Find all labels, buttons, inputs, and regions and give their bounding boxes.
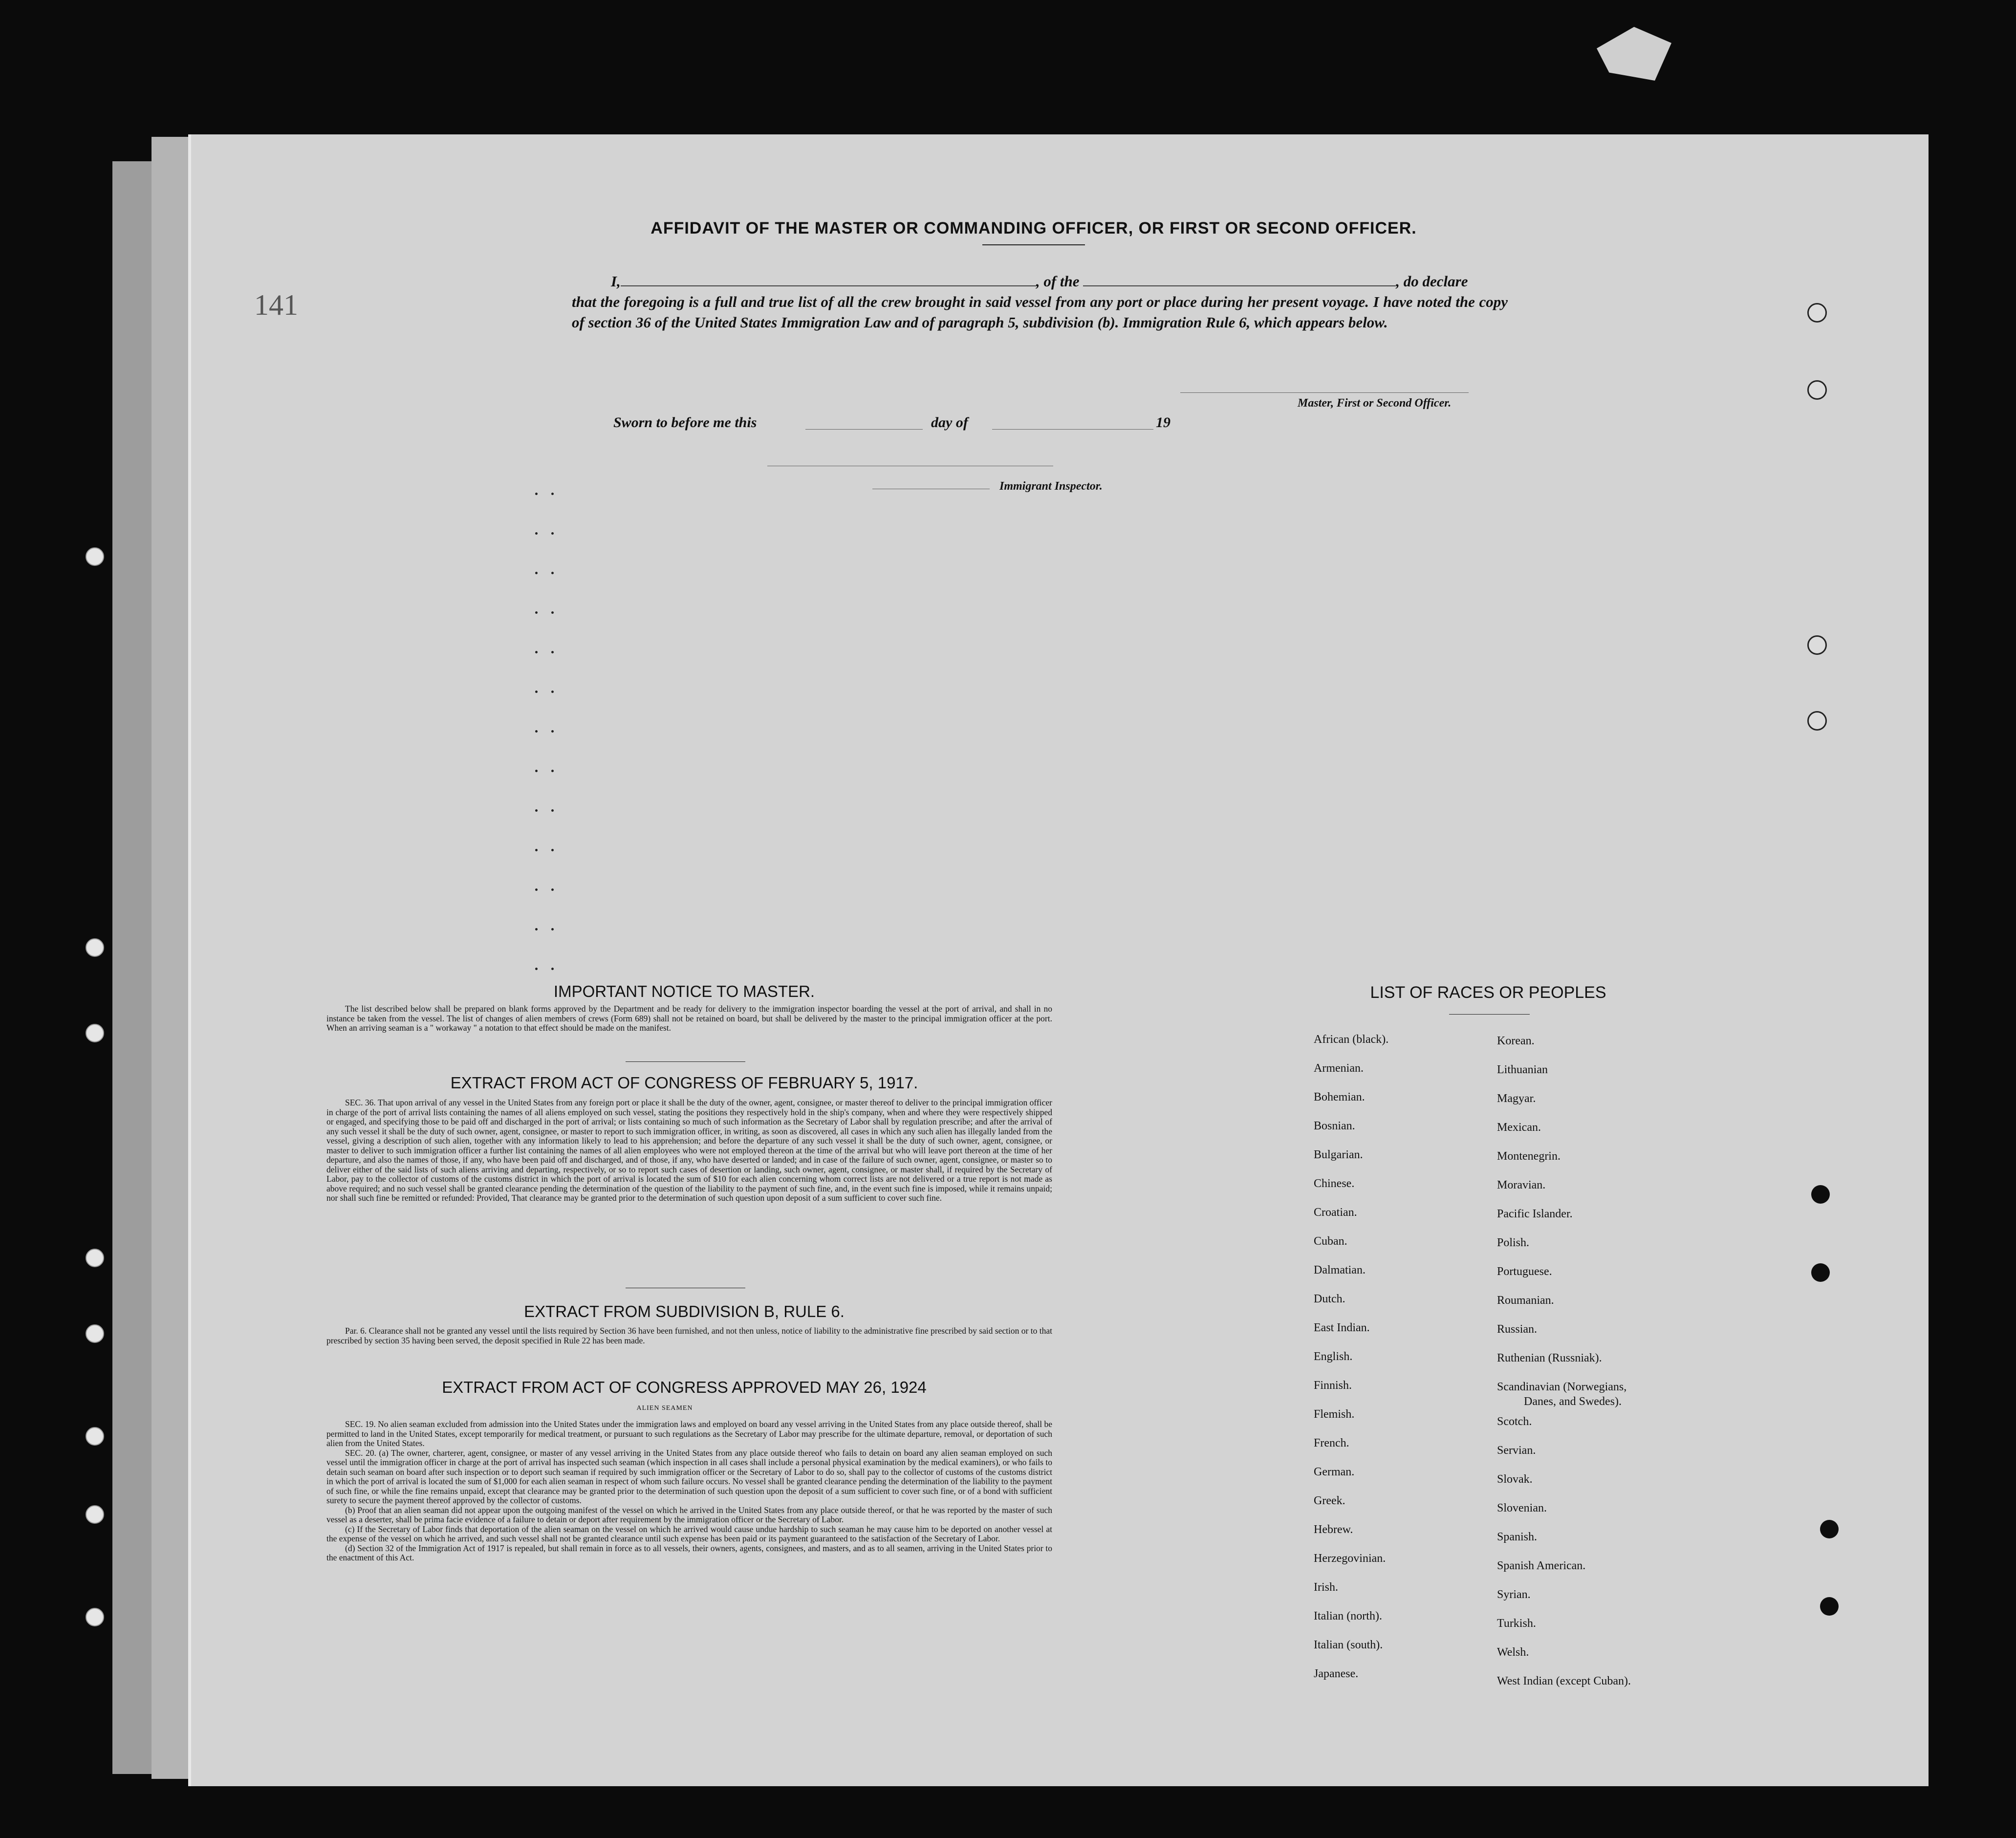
race-item: Dutch. <box>1314 1293 1345 1305</box>
extract-1917-heading: EXTRACT FROM ACT OF CONGRESS OF FEBRUARY 5, 1917. <box>450 1074 918 1092</box>
extract-1924-text <box>326 1420 1052 1563</box>
affidavit-text <box>572 271 1508 333</box>
race-item: Italian (south). <box>1314 1639 1383 1651</box>
affidavit-title: AFFIDAVIT OF THE MASTER OR COMMANDING OFFICER, OR FIRST OR SECOND OFFICER. <box>650 219 1417 238</box>
dot-mark <box>551 770 554 772</box>
race-item: Irish. <box>1314 1581 1338 1594</box>
dot-mark <box>535 730 538 733</box>
extract-1917-paragraph: SEC. 36. That upon arrival of any vessel in the United States from any foreign port or place it shall be the duty of the owner, agent, consignee, or master thereof to deliver to the principal immigration officer in charge of the port of arrival lists containing the names of all aliens employed on such vessel, stating the positions they respectively hold in the ship's company, when and where they were respectively shipped or engaged, and specifying those to be paid off and discharged in the port of arrival; or lists containing so much of such information as the Secretary of Labor shall by regulation prescribe; and after the arrival of any such vessel it shall be the duty of such owner, agent, consignee, or master to report to such immigration officer, in writing, as soon as discovered, all cases in which any such alien has illegally landed from the vessel, giving a description of such alien, together with any information likely to lead to his apprehension; and before the departure of any such vessel it shall be the duty of such owner, agent, consignee, or master to deliver to such immigration officer a further list containing the names of all alien employees who were not employed thereon at the time of the arrival but who will leave port thereon at the time of her departure, and also the names of those, if any, who have been paid off and discharged, and of those, if any, who have deserted or landed; and in case of the failure of such owner, agent, consignee, or master so to deliver either of the said lists of such aliens arriving and departing, respectively, or so to report such cases of desertion or landing, such owner, agent, consignee, or master shall, if required by the Secretary of Labor, pay to the collector of customs of the customs district in which the port of arrival is located the sum of $10 for each alien concerning whom correct lists are not delivered or a true report is not made as above required; and no such vessel shall be granted clearance pending the determination of the question of the liability to the payment of such fine, and, in the event such fine is imposed, while it remains unpaid; nor shall such fine be remitted or refunded: Provided, That clearance may be granted prior to the determination of such question upon deposit of a sum sufficient to cover such fine. <box>326 1098 1052 1203</box>
binder-hole <box>1807 711 1827 731</box>
race-item: Flemish. <box>1314 1408 1355 1421</box>
race-item: Servian. <box>1497 1444 1536 1457</box>
year-text: 19 <box>1156 414 1171 431</box>
race-item: Dalmatian. <box>1314 1264 1366 1276</box>
race-item: Spanish. <box>1497 1531 1538 1543</box>
dot-mark <box>551 572 554 574</box>
extract-1917-text <box>326 1098 1052 1203</box>
dot-mark <box>535 770 538 772</box>
race-item: Lithuanian <box>1497 1063 1548 1076</box>
dot-mark <box>551 968 554 970</box>
race-item: Spanish American. <box>1497 1559 1586 1572</box>
binder-hole <box>1820 1597 1839 1616</box>
race-item: Bosnian. <box>1314 1120 1355 1132</box>
race-item: Bohemian. <box>1314 1091 1365 1103</box>
race-item: Scotch. <box>1497 1415 1532 1428</box>
race-item: Magyar. <box>1497 1092 1536 1105</box>
race-item: Polish. <box>1497 1236 1530 1249</box>
signature-label: Master, First or Second Officer. <box>1298 397 1452 410</box>
dot-mark <box>535 651 538 653</box>
vessel-field[interactable] <box>1083 275 1396 286</box>
race-item: French. <box>1314 1437 1349 1449</box>
race-item: Armenian. <box>1314 1062 1364 1075</box>
binder-hole <box>86 1505 104 1524</box>
race-item: Slovak. <box>1497 1473 1533 1486</box>
binder-hole <box>86 1324 104 1343</box>
affidavit-of-the: , of the <box>1036 273 1080 290</box>
dot-mark <box>551 809 554 812</box>
race-item: Russian. <box>1497 1323 1538 1336</box>
dot-mark <box>535 611 538 614</box>
dot-mark <box>535 572 538 574</box>
month-field[interactable] <box>992 429 1153 430</box>
race-item: West Indian (except Cuban). <box>1497 1675 1631 1687</box>
binder-hole <box>1811 1263 1830 1282</box>
dot-mark <box>551 651 554 653</box>
sec20b-paragraph: (b) Proof that an alien seaman did not appear upon the outgoing manifest of the vessel on which he arrived in the United States from any place outside thereof, or that he was reported by the master of such vessel as a deserter, shall be prima facie evidence of a failure to detain or deport after requirement by the immigration officer or the Secretary of Labor. <box>326 1505 1052 1524</box>
race-item: East Indian. <box>1314 1321 1370 1334</box>
race-item: Turkish. <box>1497 1617 1536 1630</box>
race-item: Scandinavian (Norwegians, <box>1497 1381 1627 1393</box>
dot-mark <box>551 928 554 930</box>
race-item: Bulgarian. <box>1314 1148 1363 1161</box>
race-item: Portuguese. <box>1497 1265 1552 1278</box>
race-item: Welsh. <box>1497 1646 1529 1659</box>
race-item: Greek. <box>1314 1494 1345 1507</box>
extract-rule6-heading: EXTRACT FROM SUBDIVISION B, RULE 6. <box>524 1302 845 1320</box>
race-item: Mexican. <box>1497 1121 1541 1134</box>
race-item: Cuban. <box>1314 1235 1347 1248</box>
dot-mark <box>551 888 554 891</box>
race-item: Pacific Islander. <box>1497 1208 1573 1220</box>
dot-mark <box>551 532 554 535</box>
binder-hole <box>1807 635 1827 655</box>
race-item: Roumanian. <box>1497 1294 1554 1307</box>
race-item: English. <box>1314 1350 1353 1363</box>
binder-hole <box>86 1427 104 1446</box>
day-of-text: day of <box>931 414 968 431</box>
binder-hole <box>86 1608 104 1626</box>
sec20a-paragraph: SEC. 20. (a) The owner, charterer, agent, consignee, or master of any vessel arriving in the United States from any place outside thereof who fails to detain on board any alien seaman employed on such vessel until the immigration officer in charge at the port of arrival has inspected such seaman (which inspection in all cases shall include a personal physical examination by the medical examiners), or who fails to detain such seaman on board after such inspection or to deport such seaman if required by such immigration officer or the Secretary of Labor to do so, shall pay to the collector of customs of the customs district in which the port of arrival is located the sum of $1,000 for each alien seaman in respect of whom such failure occurs. No vessel shall be granted clearance pending the determination of the liability to the payment of such fine, or while the fine remains unpaid, except that clearance may be granted prior to the determination of such question upon the deposit of a sum sufficient to cover such fine, or of a bond with sufficient surety to secure the payment thereof approved by the collector of customs. <box>326 1448 1052 1505</box>
extract-rule6-paragraph: Par. 6. Clearance shall not be granted any vessel until the lists required by Section 36 have been furnished, and not then unless, notice of liability to the administrative fine prescribed by said section or to that prescribed by section 35 having been served, the deposit specified in Rule 22 has been made. <box>326 1326 1052 1345</box>
race-item: German. <box>1314 1466 1355 1478</box>
dot-mark <box>535 493 538 495</box>
inspector-label: Immigrant Inspector. <box>999 480 1103 493</box>
race-item: Japanese. <box>1314 1667 1359 1680</box>
binder-hole <box>86 938 104 957</box>
dot-mark <box>551 493 554 495</box>
dot-mark <box>551 691 554 693</box>
extract-rule6-text <box>326 1326 1052 1345</box>
affidavit-declare: , do declare <box>1396 273 1468 290</box>
dot-mark <box>535 888 538 891</box>
binder-hole <box>1820 1520 1839 1538</box>
race-item: Korean. <box>1497 1035 1535 1047</box>
race-item: Syrian. <box>1497 1588 1531 1601</box>
race-item: Hebrew. <box>1314 1523 1353 1536</box>
race-item: Montenegrin. <box>1497 1150 1561 1163</box>
binder-hole <box>1807 380 1827 400</box>
dot-mark <box>535 849 538 851</box>
race-item: Ruthenian (Russniak). <box>1497 1352 1602 1364</box>
torn-paper-fragment <box>1588 27 1671 81</box>
binder-hole <box>1807 303 1827 323</box>
dot-mark <box>535 532 538 535</box>
divider <box>1449 1014 1530 1015</box>
extract-1924-heading: EXTRACT FROM ACT OF CONGRESS APPROVED MAY 26, 1924 <box>442 1378 927 1396</box>
race-item: Slovenian. <box>1497 1502 1547 1514</box>
binder-hole <box>86 1024 104 1042</box>
race-item: Croatian. <box>1314 1206 1357 1219</box>
alien-seamen-subheading: ALIEN SEAMEN <box>636 1405 693 1412</box>
notice-heading: IMPORTANT NOTICE TO MASTER. <box>553 982 815 1000</box>
dot-mark <box>551 730 554 733</box>
binder-hole <box>1811 1185 1830 1204</box>
sworn-text: Sworn to before me this <box>613 414 757 431</box>
dot-mark <box>535 968 538 970</box>
sec19-paragraph: SEC. 19. No alien seaman excluded from admission into the United States under the immigration laws and employed on board any vessel arriving in the United States from any place outside thereof, shall be permitted to land in the United States, except temporarily for medical treatment, or pursuant to such regulations as the Secretary of Labor may prescribe for the ultimate departure, removal, or deportation of such alien from the United States. <box>326 1419 1052 1448</box>
affidavit-i: I, <box>611 273 621 290</box>
race-item: Moravian. <box>1497 1179 1546 1191</box>
day-field[interactable] <box>805 429 923 430</box>
binder-hole <box>86 547 104 566</box>
race-item: Finnish. <box>1314 1379 1352 1392</box>
dot-mark <box>551 849 554 851</box>
dot-mark <box>535 809 538 812</box>
dot-mark <box>551 611 554 614</box>
notice-paragraph: The list described below shall be prepared on blank forms approved by the Department and be ready for delivery to the immigration inspector boarding the vessel at the port of arrival, and shall in no instance be taken from the vessel. The list of changes of alien members of crews (Form 689) shall not be retained on board, but shall be delivered by the master to the principal immigration officer at the port. When an arriving seaman is a " workaway " a notation to that effect should be made on the manifest. <box>326 1004 1052 1033</box>
divider <box>982 244 1085 245</box>
race-item: Italian (north). <box>1314 1610 1382 1622</box>
name-field[interactable] <box>621 275 1036 286</box>
dot-mark <box>535 928 538 930</box>
signature-line[interactable] <box>1180 392 1469 393</box>
sec20c-paragraph: (c) If the Secretary of Labor finds that deportation of the alien seaman on the vessel on which he arrived would cause undue hardship to such seaman he may cause him to be deported on another vessel at the expense of the vessel on which he arrived, and such vessel shall not be granted clearance until such expense has been paid or its payment guaranteed to the satisfaction of the Secretary of Labor. <box>326 1524 1052 1543</box>
divider <box>626 1061 745 1062</box>
page-number: 141 <box>254 289 298 321</box>
race-item: Danes, and Swedes). <box>1524 1395 1622 1408</box>
sec20d-paragraph: (d) Section 32 of the Immigration Act of 1917 is repealed, but shall remain in force as to all vessels, their owners, agents, consignees, and masters, and as to all seamen, arriving in the United States prior to the enactment of this Act. <box>326 1543 1052 1562</box>
races-heading: LIST OF RACES OR PEOPLES <box>1370 983 1606 1002</box>
dot-mark <box>535 691 538 693</box>
binder-hole <box>86 1249 104 1267</box>
affidavit-body: that the foregoing is a full and true list of all the crew brought in said vessel from any port or place during her present voyage. I have noted the copy of section 36 of the United States Immigration Law and of paragraph 5, subdivision (b). Immigration Rule 6, which appears below. <box>572 293 1508 331</box>
race-item: African (black). <box>1314 1033 1389 1046</box>
race-item: Chinese. <box>1314 1177 1355 1190</box>
race-item: Herzegovinian. <box>1314 1552 1386 1565</box>
notice-text <box>326 1004 1052 1033</box>
